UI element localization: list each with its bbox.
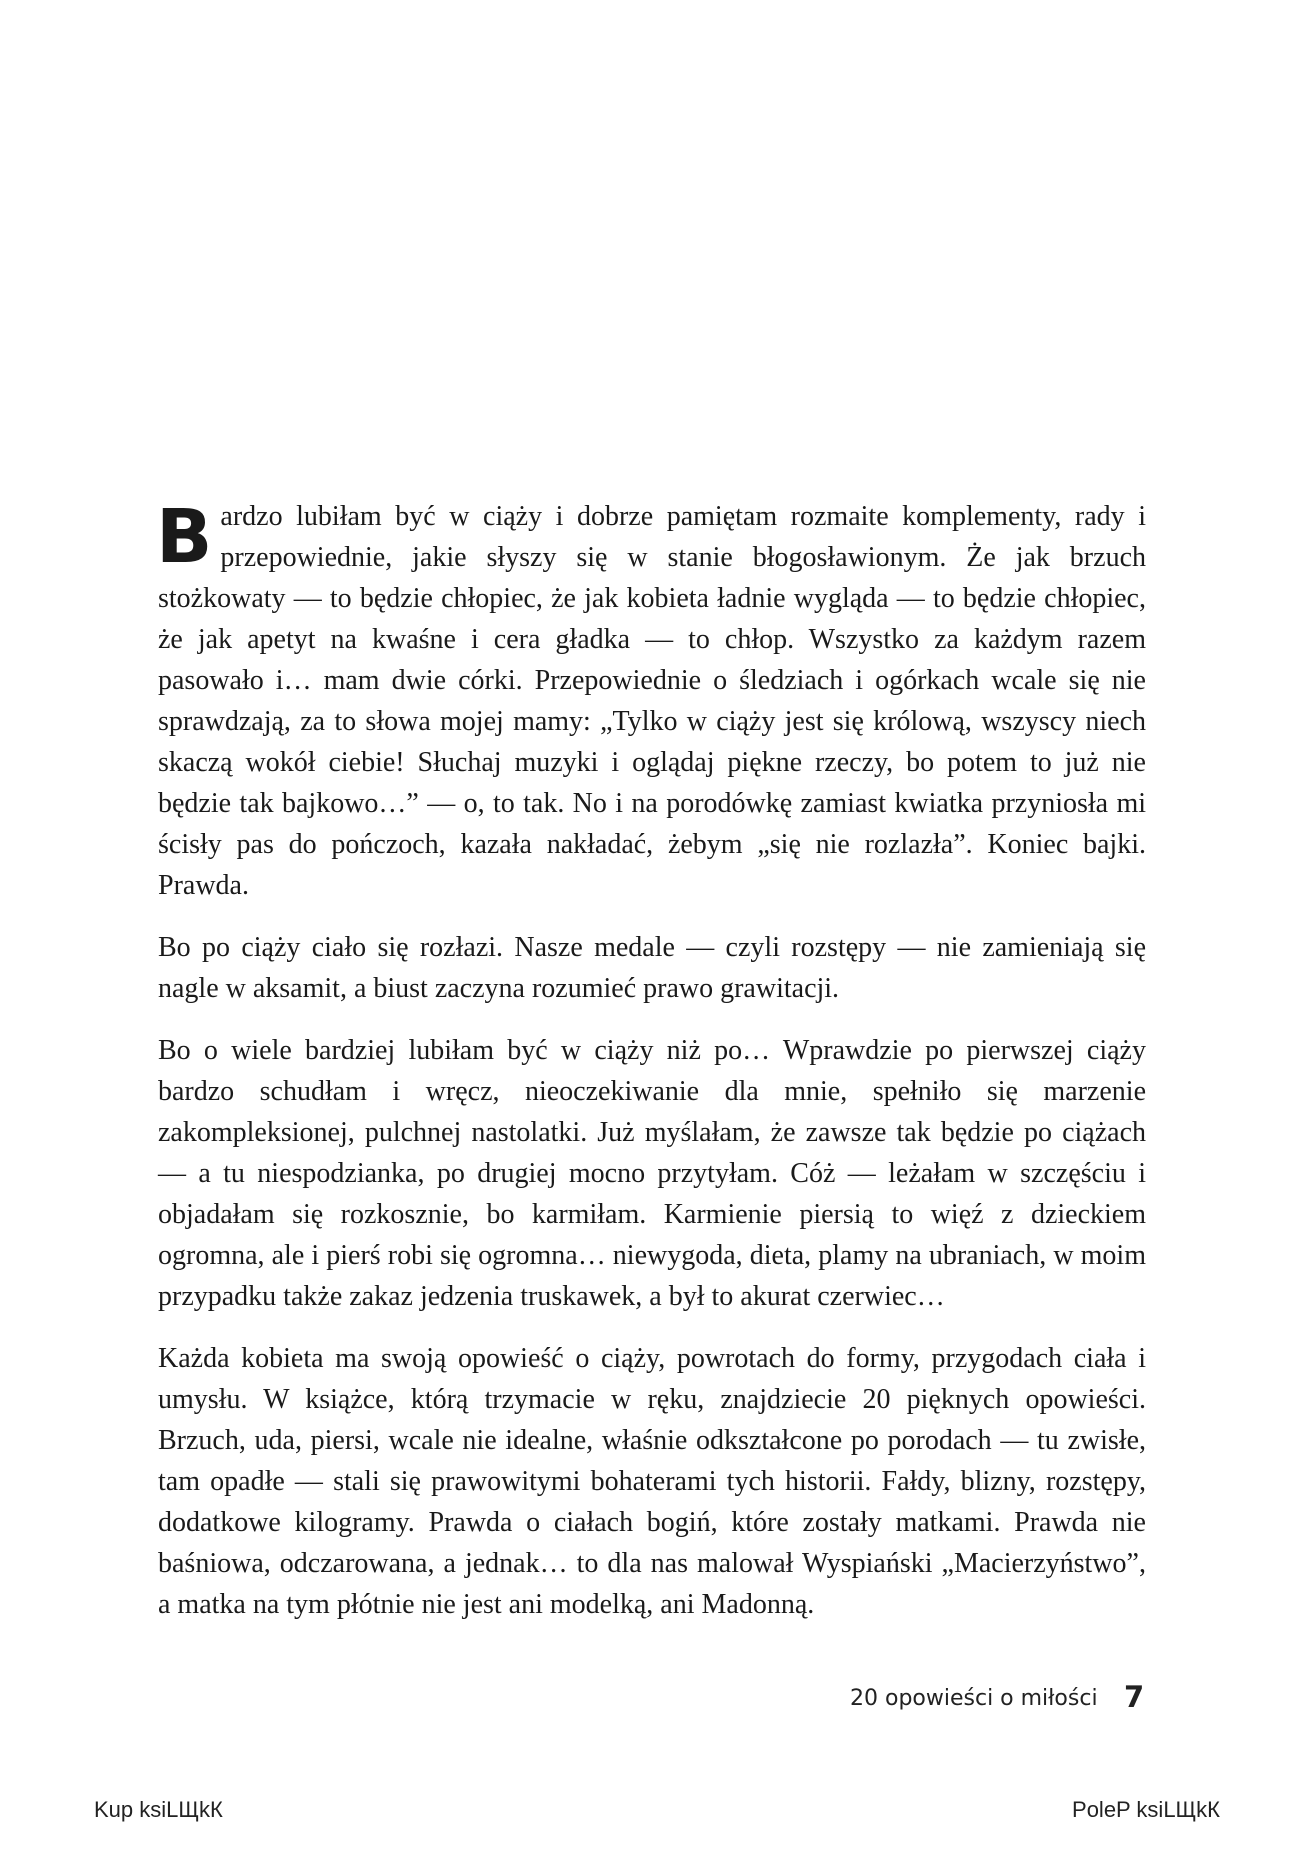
running-footer-title: 20 opowieści o miłości [850,1686,1098,1711]
main-text [158,496,1146,1646]
paragraph-4: Każda kobieta ma swoją opowieść o ciąży, powrotach do formy, przygodach ciała i umysłu. W książce, którą trzymacie w ręku, znajdziecie 20 pięknych opowieści. Brzuch, uda, piersi, wcale nie idealne, właśnie odkształcone po porodach — tu zwisłe, tam opadłe — stali się prawowitymi bohaterami tych historii. Fałdy, blizny, rozstępy, dodatkowe kilogramy. Prawda o ciałach bogiń, które zostały matkami. Prawda nie baśniowa, odczarowana, a jednak… to dla nas malował Wyspiański „Macierzyństwo”, a matka na tym płótnie nie jest ani modelką, ani Madonną. [158,1343,1146,1620]
recommend-book-link[interactable]: PoleP ksiLЩkК [1072,1797,1220,1822]
page-number: 7 [1124,1680,1145,1714]
buy-book-link[interactable]: Kup ksiLЩkК [94,1797,223,1822]
drop-cap: B [156,494,213,580]
paragraph-2: Bo po ciąży ciało się rozłazi. Nasze medale — czyli rozstępy — nie zamieniają się nagle w aksamit, a biust zaczyna rozumieć prawo grawitacji. [158,932,1146,1004]
paragraph-1 [158,496,1146,906]
paragraph-1-text: ardzo lubiłam być w ciąży i dobrze pamiętam rozmaite komplementy, rady i przepowiednie, jakie słyszy się w stanie błogosławionym. Że jak brzuch stożkowaty — to będzie chłopiec, że jak kobieta ładnie wygląda — to będzie chłopiec, że jak apetyt na kwaśne i cera gładka — to chłop. Wszystko za każdym razem pasowało i… mam dwie córki. Przepowiednie o śledziach i ogórkach wcale się nie sprawdzają, za to słowa mojej mamy: „Tylko w ciąży jest się królową, wszyscy niech skaczą wokół ciebie! Słuchaj muzyki i oglądaj piękne rzeczy, bo potem to już nie będzie tak bajkowo…” — o, to tak. No i na porodówkę zamiast kwiatka przyniosła mi ścisły pas do pończoch, kazała nakładać, żebym „się nie rozlazła”. Koniec bajki. Prawda. [158,501,1146,901]
paragraph-3: Bo o wiele bardziej lubiłam być w ciąży niż po… Wprawdzie po pierwszej ciąży bardzo schudłam i wręcz, nieoczekiwanie dla mnie, spełniło się marzenie zakompleksionej, pulchnej nastolatki. Już myślałam, że zawsze tak będzie po ciążach — a tu niespodzianka, po drugiej mocno przytyłam. Cóż — leżałam w szczęściu i objadałam się rozkosznie, bo karmiłam. Karmienie piersią to więź z dzieckiem ogromna, ale i pierś robi się ogromna… niewygoda, dieta, plamy na ubraniach, w moim przypadku także zakaz jedzenia truskawek, a był to akurat czerwiec… [158,1035,1146,1312]
